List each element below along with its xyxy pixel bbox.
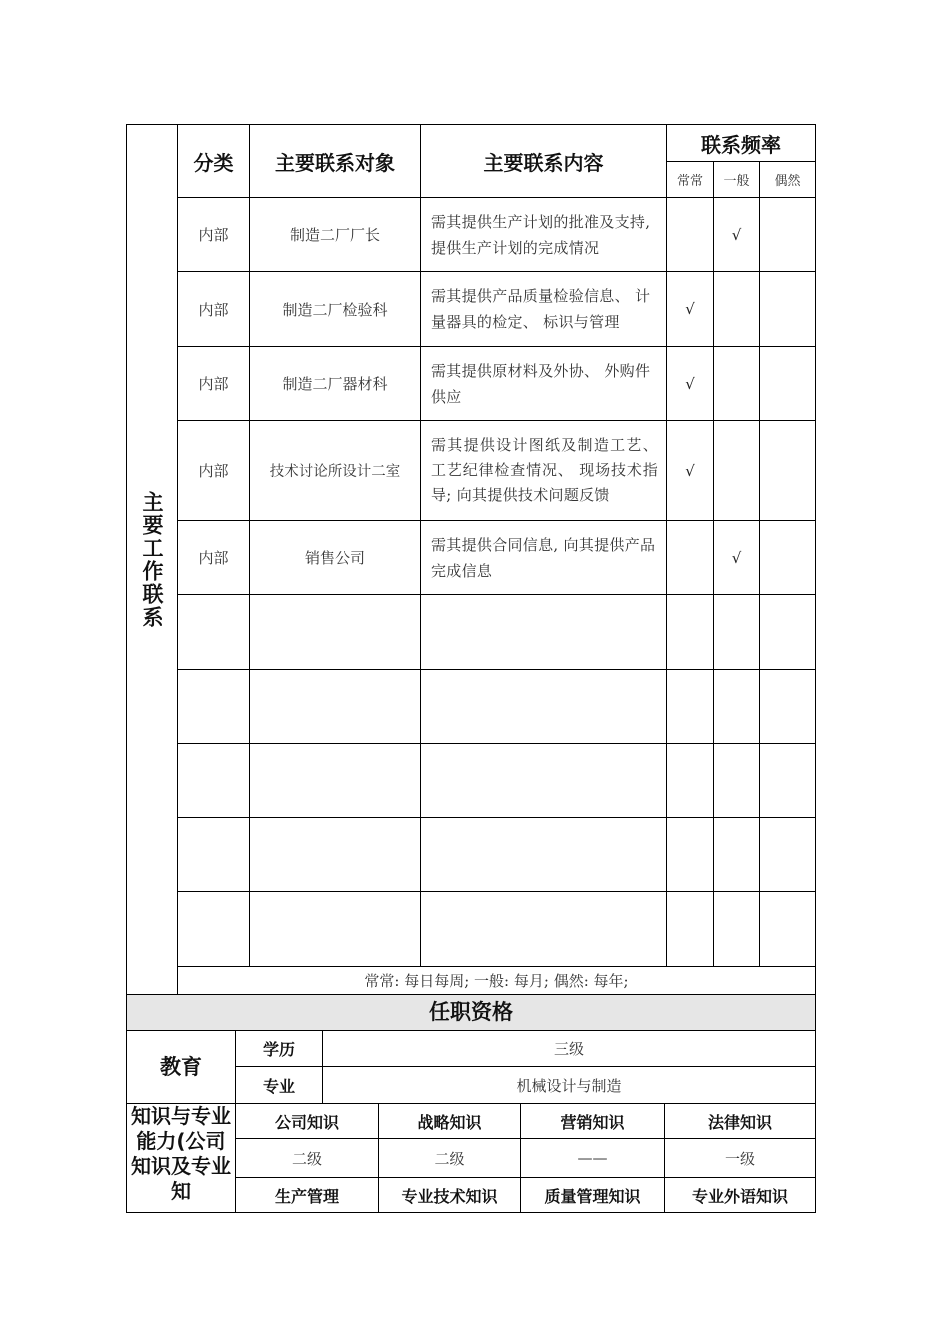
row-often-check: √ [685,374,695,393]
row-category: 内部 [198,300,229,319]
major-label: 专业 [263,1076,296,1096]
header-category: 分类 [193,150,234,175]
frequency-footnote: 常常: 每日每周; 一般: 每月; 偶然: 每年; [364,972,629,990]
row-normal-check: √ [731,548,742,567]
row-category: 内部 [198,462,229,480]
knowledge-level: 二级 [434,1149,465,1168]
row-line [177,891,816,892]
knowledge-item-2: 专业技术知识 [401,1186,498,1206]
header-target: 主要联系对象 [275,150,395,175]
header-freq-often: 常常 [676,174,703,189]
row-content: 需其提供原材料及外协、 外购件供应 [431,361,651,406]
qualification-title: 任职资格 [127,995,815,1030]
knowledge-level: 一级 [724,1149,755,1168]
knowledge-item: 公司知识 [274,1112,339,1132]
row-rare-check [760,347,815,420]
row-content: 需其提供设计图纸及制造工艺、 工艺纪律检查情况、 现场技术指导; 向其提供技术问题反馈 [431,436,658,504]
row-target: 销售公司 [304,549,365,567]
row-content: 需其提供合同信息, 向其提供产品完成信息 [431,535,656,580]
header-frequency: 联系频率 [701,132,781,157]
row-category: 内部 [198,549,229,567]
row-rare-check [760,421,815,520]
row-line [177,743,816,744]
row-often-check: √ [685,461,695,480]
header-freq-normal: 一般 [723,174,750,189]
education-label: 教育 [160,1054,202,1079]
row-often-check: √ [685,300,695,318]
header-freq-rare: 偶然 [774,174,801,189]
row-target: 制造二厂检验科 [282,300,388,319]
row-rare-check [760,272,815,346]
row-normal-check: √ [731,225,742,244]
knowledge-item: 战略知识 [417,1112,482,1132]
row-category: 内部 [198,226,229,244]
knowledge-item: 营销知识 [560,1112,625,1132]
header-content: 主要联系内容 [483,150,604,175]
section-label: 主要工作联系 [140,490,164,629]
row-target: 制造二厂厂长 [289,226,380,244]
knowledge-label: 知识与专业能力(公司知识及专业知 [131,1104,231,1203]
row-target: 制造二厂器材科 [282,375,388,393]
row-often-check [667,198,713,271]
major-value: 机械设计与制造 [516,1076,622,1095]
row-rare-check [760,198,815,271]
row-line [177,594,816,595]
row-line [177,817,816,818]
knowledge-level: —— [577,1149,608,1167]
row-often-check [667,521,713,594]
border-bottom [126,1212,816,1213]
row-content: 需其提供产品质量检验信息、 计量器具的检定、 标识与管理 [431,287,651,331]
knowledge-item-2: 生产管理 [274,1186,339,1206]
row-content: 需其提供生产计划的批准及支持, 提供生产计划的完成情况 [431,212,651,257]
degree-label: 学历 [263,1040,296,1059]
knowledge-item: 法律知识 [707,1112,772,1132]
row-line [177,669,816,670]
degree-value: 三级 [553,1040,584,1058]
knowledge-item-2: 质量管理知识 [544,1186,641,1206]
row-normal-check [714,272,759,346]
knowledge-item-2: 专业外语知识 [691,1186,788,1206]
row-normal-check [714,347,759,420]
row-normal-check [714,421,759,520]
knowledge-level: 二级 [291,1149,322,1168]
row-rare-check [760,521,815,594]
row-target: 技术讨论所设计二室 [269,464,401,480]
row-category: 内部 [198,375,229,393]
